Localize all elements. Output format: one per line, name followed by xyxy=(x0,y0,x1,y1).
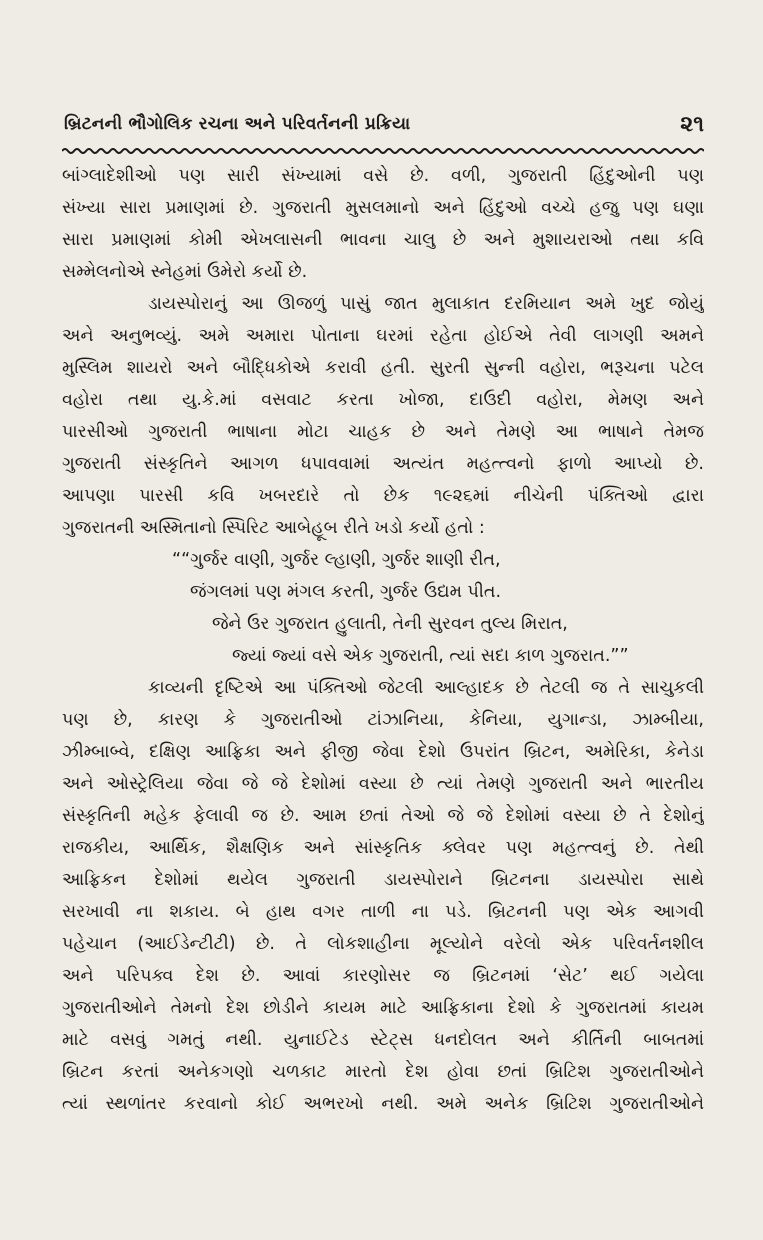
decorative-rule xyxy=(62,146,704,156)
text-line: ઝીમ્બાબ્વે, દક્ષિણ આફ્રિકા અને ફીજી જેવા દેશો ઉપરાંત બ્રિટન, અમેરિકા, કેનેડા xyxy=(62,742,704,762)
text-line: ગુજરાતીઓને તેમનો દેશ છોડીને કાયમ માટે આફ્રિકાના દેશો કે ગુજરાતમાં કાયમ xyxy=(62,998,704,1018)
text-line: અને પરિપક્વ દેશ છે. આવાં કારણોસર જ બ્રિટનમાં ‘સેટ’ થઈ ગયેલા xyxy=(62,966,704,986)
text-line: સંસ્કૃતિની મહેક ફેલાવી જ છે. આમ છતાં તેઓ જે જે દેશોમાં વસ્યા છે તે દેશોનું xyxy=(62,806,704,826)
page-header xyxy=(64,112,704,144)
text-line: રાજકીય, આર્થિક, શૈક્ષણિક અને સાંસ્કૃતિક ક્લેવર પણ મહત્ત્વનું છે. તેથી xyxy=(62,838,704,858)
text-line: કાવ્યની દૃષ્ટિએ આ પંક્તિઓ જેટલી આલ્હાદક છે તેટલી જ તે સાચુકલી xyxy=(148,678,704,698)
body-text xyxy=(62,160,704,1120)
text-line: પહેચાન (આઈડેન્ટીટી) છે. તે લોકશાહીના મૂલ્યોને વરેલો એક પરિવર્તનશીલ xyxy=(62,934,704,954)
text-line: સરખાવી ના શકાય. બે હાથ વગર તાળી ના પડે. બ્રિટનની પણ એક આગવી xyxy=(62,902,704,922)
text-line: પારસીઓ ગુજરાતી ભાષાના મોટા ચાહક છે અને તેમણે આ ભાષાને તેમજ xyxy=(62,422,704,442)
text-line: આફ્રિકન દેશોમાં થયેલ ગુજરાતી ડાયસ્પોરાને બ્રિટનના ડાયસ્પોરા સાથે xyxy=(62,870,704,890)
text-line: સંખ્યા સારા પ્રમાણમાં છે. ગુજરાતી મુસલમાનો અને હિંદુઓ વચ્ચે હજુ પણ ઘણા xyxy=(62,198,704,218)
poem-line: જંગલમાં પણ મંગલ કરતી, ગુર્જર ઉદ્યમ પીત. xyxy=(190,582,502,602)
text-line: સારા પ્રમાણમાં કોમી એખલાસની ભાવના ચાલુ છે અને મુશાયરાઓ તથા કવિ xyxy=(62,230,704,250)
running-title: બ્રિટનની ભૌગોલિક રચના અને પરિવર્તનની પ્રક્રિયા xyxy=(64,114,411,134)
text-line: વહોરા તથા યુ.કે.માં વસવાટ કરતા ખોજા, દાઉદી વહોરા, મેમણ અને xyxy=(62,390,704,410)
poem-line: જેને ઉર ગુજરાત હુલાતી, તેની સુરવન તુલ્ય મિરાત, xyxy=(212,614,568,634)
page-number: ૨૧ xyxy=(680,112,704,137)
text-line: ગુજરાતની અસ્મિતાનો સ્પિરિટ આબેહૂબ રીતે ખડો કર્યો હતો : xyxy=(62,518,485,538)
text-line: ડાયસ્પોરાનું આ ઊજળું પાસું જાત મુલાકાત દરમિયાન અમે ખુદ જોયું xyxy=(148,294,704,314)
text-line: માટે વસવું ગમતું નથી. યુનાઈટેડ સ્ટેટ્સ ધનદોલત અને કીર્તિની બાબતમાં xyxy=(62,1030,704,1050)
poem-line: ““ગુર્જર વાણી, ગુર્જર લ્હાણી, ગુર્જર શાણી રીત, xyxy=(172,550,501,570)
text-line: મુસ્લિમ શાયરો અને બૌદ્ધિકોએ કરાવી હતી. સુરતી સુન્ની વહોરા, ભરૂચના પટેલ xyxy=(62,358,704,378)
text-line: ત્યાં સ્થળાંતર કરવાનો કોઈ અભરખો નથી. અમે અનેક બ્રિટિશ ગુજરાતીઓને xyxy=(62,1094,704,1114)
text-line: બાંગ્લાદેશીઓ પણ સારી સંખ્યામાં વસે છે. વળી, ગુજરાતી હિંદુઓની પણ xyxy=(62,166,704,186)
text-line: અને ઓસ્ટ્રેલિયા જેવા જે જે દેશોમાં વસ્યા છે ત્યાં તેમણે ગુજરાતી અને ભારતીય xyxy=(62,774,704,794)
text-line: બ્રિટન કરતાં અનેકગણો ચળકાટ મારતો દેશ હોવા છતાં બ્રિટિશ ગુજરાતીઓને xyxy=(62,1062,704,1082)
text-line: ગુજરાતી સંસ્કૃતિને આગળ ધપાવવામાં અત્યંત મહત્ત્વનો ફાળો આપ્યો છે. xyxy=(62,454,704,474)
text-line: પણ છે, કારણ કે ગુજરાતીઓ ટાંઝાનિયા, કેનિયા, યુગાન્ડા, ઝામ્બીયા, xyxy=(62,710,704,730)
poem-line: જ્યાં જ્યાં વસે એક ગુજરાતી, ત્યાં સદા કાળ ગુજરાત.”” xyxy=(232,646,629,666)
text-line: આપણા પારસી કવિ ખબરદારે તો છેક ૧૯૨૬માં નીચેની પંક્તિઓ દ્વારા xyxy=(62,486,704,506)
text-line: સમ્મેલનોએ સ્નેહમાં ઉમેરો કર્યો છે. xyxy=(62,262,308,282)
text-line: અને અનુભવ્યું. અમે અમારા પોતાના ઘરમાં રહેતા હોઈએ તેવી લાગણી અમને xyxy=(62,326,704,346)
